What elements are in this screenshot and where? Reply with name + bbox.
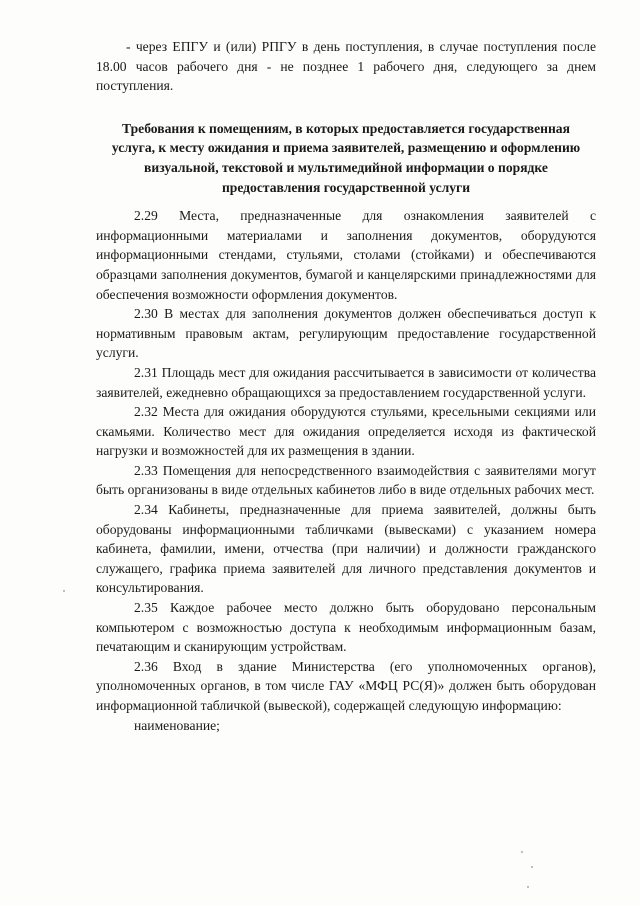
list-item-name: наименование; [134,717,220,733]
paragraph-2-35: 2.35 Каждое рабочее место должно быть оборудовано персональным компьютером с возможностью доступа к необходимым информационным базам, печатающим и сканирующим устройствам. [96,600,596,655]
page-text [96,37,596,735]
paragraph-2-33: 2.33 Помещения для непосредственного взаимодействия с заявителями могут быть организованы в виде отдельных кабинетов либо в виде отдельных рабочих мест. [96,462,596,498]
paragraph-2-30: 2.30 В местах для заполнения документов должен обеспечиваться доступ к нормативным правовым актам, регулирующим предоставление государственной услуги. [96,306,596,361]
scan-speck [63,590,65,592]
section-heading: Требования к помещениям, в которых предоставляется государственная услуга, к месту ожидания и приема заявителей, размещению и оформлению визуальной, текстовой и мультимедийной информации о порядке предоставления государственной услуги [111,120,581,195]
intro-paragraph: - через ЕПГУ и (или) РПГУ в день поступления, в случае поступления после 18.00 часов рабочего дня - не позднее 1 рабочего дня, следующего за днем поступления. [96,39,596,94]
scan-speck [531,866,533,868]
paragraph-2-34: 2.34 Кабинеты, предназначенные для приема заявителей, должны быть оборудованы информационными табличками (вывесками) с указанием номера кабинета, фамилии, имени, отчества (при наличии) и должности гражданского служащего, графика приема заявителей для личного представления документов и консультирования. [96,502,596,596]
scan-speck [521,851,523,853]
paragraph-2-31: 2.31 Площадь мест для ожидания рассчитывается в зависимости от количества заявителей, ежедневно обращающихся за предоставлением государственной услуги. [96,364,596,400]
paragraph-2-29: 2.29 Места, предназначенные для ознакомления заявителей с информационными материалами и заполнения документов, оборудуются информационными стендами, стульями, столами (стойками) и обеспечиваются образцами заполнения документов, бумагой и канцелярскими принадлежностями для обеспечения возможности оформления документов. [96,208,596,302]
scan-speck [527,886,529,888]
paragraph-2-32: 2.32 Места для ожидания оборудуются стульями, кресельными секциями или скамьями. Количество мест для ожидания определяется исходя из фактической нагрузки и возможностей для их размещения в здании. [96,404,596,459]
paragraph-2-36: 2.36 Вход в здание Министерства (его уполномоченных органов), уполномоченных органов, в том числе ГАУ «МФЦ РС(Я)» должен быть оборудован информационной табличкой (вывеской), содержащей следующую информацию: [96,658,596,713]
